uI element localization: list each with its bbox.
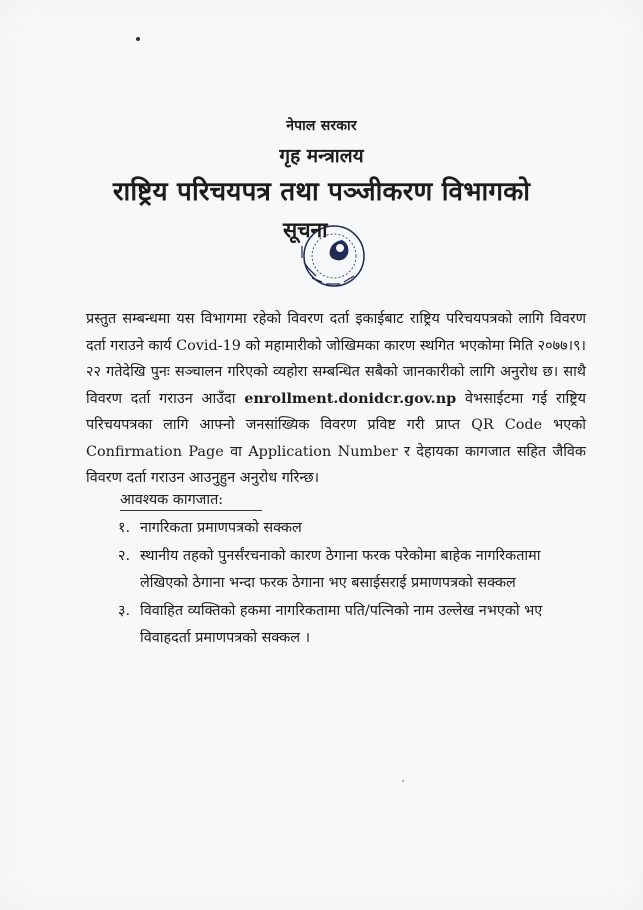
list-item-text: स्थानीय तहको पुनर्संरचनाको कारण ठेगाना फरक परेकोमा बाहेक नागरिकतामा लेखिएको ठेगाना भन्दा फरक ठेगाना भए बसाईसराई प्रमाणपत्रको सक्कल bbox=[140, 547, 541, 591]
list-item bbox=[118, 598, 588, 653]
website-link[interactable]: enrollment.donidcr.gov.np bbox=[244, 389, 457, 407]
list-item-number: २. bbox=[118, 547, 131, 564]
list-item bbox=[118, 515, 588, 543]
ink-speck bbox=[402, 780, 404, 782]
requirements-heading bbox=[120, 490, 262, 511]
list-item bbox=[118, 543, 588, 598]
list-item-number: ३. bbox=[118, 602, 131, 619]
notice-body bbox=[86, 306, 586, 492]
government-heading: नेपाल सरकार bbox=[286, 118, 357, 134]
list-item-number: १. bbox=[118, 520, 131, 536]
department-heading: राष्ट्रिय परिचयपत्र तथा पञ्जीकरण विभागको bbox=[112, 177, 531, 207]
list-item-text: नागरिकता प्रमाणपत्रको सक्कल bbox=[140, 520, 302, 536]
requirements-list bbox=[118, 515, 588, 653]
ministry-heading: गृह मन्त्रालय bbox=[279, 145, 364, 167]
body-text-part1: प्रस्तुत सम्बन्धमा यस विभागमा रहेको विवरण दर्ता इकाईबाट राष्ट्रिय परिचयपत्रको लागि विवरण दर्ता गराउने कार्य Covid-19 को महामारीको जोखिमका कारण स्थगित भएकोमा मिति २०७७।९।२२ गतेदेखि पुनः सञ्चालन गरिएको व्यहोरा सम्बन्धित सबैको जानकारीको लागि अनुरोध छ। साथै विवरण दर्ता गराउन आउँदा bbox=[86, 311, 586, 407]
requirements-heading-text: आवश्यक कागजात: bbox=[120, 492, 224, 508]
notice-title: सूचना bbox=[283, 217, 328, 242]
ink-speck bbox=[136, 37, 140, 41]
heading-underline bbox=[120, 510, 262, 511]
list-item-text: विवाहित व्यक्तिको हकमा नागरिकतामा पति/पत्निको नाम उल्लेख नभएको भए विवाहदर्ता प्रमाणपत्रको सक्कल । bbox=[140, 602, 543, 646]
body-text-part2: वेभसाईटमा गई राष्ट्रिय परिचयपत्रका लागि आफ्नो जनसांख्यिक विवरण प्रविष्ट गरी प्राप्त QR Code भएको Confirmation Page वा Application Number र देहायका कागजात सहित जैविक विवरण दर्ता गराउन आउनुहुन अनुरोध गरिन्छ। bbox=[86, 390, 586, 486]
